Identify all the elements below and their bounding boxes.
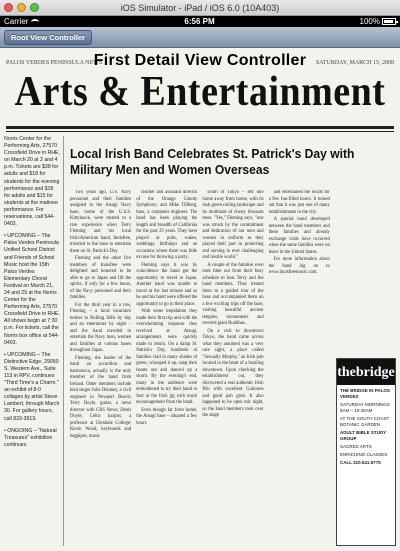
simulator-titlebar xyxy=(0,0,400,16)
battery-label: 100% xyxy=(359,17,380,26)
ad-line: THE BRIDGE IN PALOS VERDES xyxy=(340,388,390,399)
ad-line: AT THE SOUTH COAST BOTANIC GARDEN xyxy=(340,416,390,427)
window-controls xyxy=(4,3,39,12)
sidebar-item: • ONGOING – "Natural Treasures" exhibition continues. xyxy=(4,427,57,448)
article-paragraph: south of Tokyo – felt like home away from home, with its lush green rolling landscape and its multitude of cherry blossom trees. "Yes," Fleming says, "one was struck by the commitment and dedication of our men and women in uniform as they played their part in protecting and serving in ever challenging and hostile world." xyxy=(202,190,264,260)
article-paragraph: On a visit to downtown Tokyo, the band came across what they assumed was a very rare sight, a place called "Sexually Morphy," an Irish pub located in the heart of a bustling downtown. Upon checking the establishment out, they discovered a real authentic Irish Pub with excellent Guinness and good pub grub. It also happened to be open mic night, so the band members took over the stage xyxy=(202,328,264,418)
article-column xyxy=(202,190,263,470)
root-view-controller-button[interactable]: Root View Controller xyxy=(4,30,92,45)
article-paragraph: For more information about the band log on to www.innisfreemusic.com. xyxy=(268,257,330,275)
status-bar xyxy=(0,16,400,27)
article-paragraph: Even though far from home, the Atsugi base – situated a few hours xyxy=(136,407,198,426)
article-column xyxy=(136,190,197,470)
ad-text xyxy=(337,385,395,471)
events-sidebar xyxy=(4,136,64,546)
article-paragraph: A special bond developed between the band members and these families and already exchange visits have occurred when the same families were on leave in the United States. xyxy=(268,217,330,255)
sidebar-item: • UPCOMING – The Palos Verdes Peninsula Unified School District and Friends of School Music host the 15th Palos Verdes Elementary Choral Festival on March 21, 24 and 25 at the Norris Center for the Performing Arts, 27570 Crossfield Drive in RHE. All shows begin at 7:30 p.m. For tickets, call the Norris box office at 544-0403. xyxy=(4,233,60,346)
ad-line: SATURDAY MORNINGS 9AM – 10:30AM xyxy=(340,402,390,413)
detail-view-title: First Detail View Controller xyxy=(93,52,307,69)
article-paragraph: Fleming says it was by coincidence the band got the opportunity to travel to Japan. Another band was unable to travel at the last minute and so he and his band were offered the opportunity to go in their place. xyxy=(136,262,198,307)
battery-indicator xyxy=(360,17,396,26)
ad-logo: thebridge xyxy=(337,359,395,385)
article-paragraph: teacher and assistant director of the Orange County Symphony; and Mike Tillberg, bass, a computer engineer. The band has been playing the length and breadth of California for the past 25 years. They have played at pubs, wakes, weddings, birthdays and on occasions where there was little excuse for throwing a party. xyxy=(136,190,198,260)
sidebar-item: Norris Center for the Performing Arts, 27570 Crossfield Drive in RHE, on March 20 at 2 and 4 p.m. Tickets are $38 for adults and $18 for students for the evening performance and $18 for adults and $15 for students at the matinee performance. For reservations, call 544-0403. xyxy=(4,136,60,228)
article-column xyxy=(269,190,330,350)
detail-content xyxy=(0,48,400,551)
article-paragraph: With some trepidation they made their first trip and with the overwhelming response they received at Atsugi, arrangements were quickly made to return. On a damp St. Patrick's Day, hundreds of families clad in many shades of green, whooped it up, sang their hearts out and danced up a storm. By the evening's end, many in the audience were emboldened to try their hand or foot at the Irish jig with much encouragement from the band. xyxy=(136,309,198,405)
navigation-bar xyxy=(0,27,400,48)
carrier-indicator xyxy=(4,17,39,26)
masthead-rule xyxy=(6,126,394,129)
article-headline: Local Irish Band Celebrates St. Patrick's Day with Military Men and Women Overseas xyxy=(70,146,355,177)
zoom-window-button[interactable] xyxy=(30,3,39,12)
battery-icon xyxy=(382,18,396,25)
ad-line: SACRED ARTS xyxy=(340,444,372,449)
article-paragraph: Fleming and the other five members of Innisfree were delighted and honored to be able to go to Japan and lift the spirits, if only for a few hours, of the Navy personnel and their families. xyxy=(70,256,132,300)
advertisement xyxy=(336,358,396,546)
section-title: Arts & Entertainment xyxy=(14,68,386,116)
wifi-icon xyxy=(31,19,39,25)
masthead-rule-thin xyxy=(6,131,394,132)
article-paragraph: Two years ago, U.S. Navy personnel and their families assigned to the Atsugi Navy base, home of the U.S.S. Kittyhawk, were treated to a rare experience when Terry Fleming and his local Irish/American band, Innisfree, traveled to the base to entertain them on St. Patrick's Day. xyxy=(70,190,132,254)
article-paragraph: and entertained the locals for a few fun-filled hours. It turned out that it was just one of many establishments in the city. xyxy=(268,190,330,215)
masthead-date: SATURDAY, MARCH 15, 2008 xyxy=(315,60,394,66)
article-column xyxy=(70,190,131,470)
minimize-window-button[interactable] xyxy=(17,3,26,12)
ad-line: ENRICHING CLASSES xyxy=(340,452,388,457)
sidebar-item: • UPCOMING – The Distinctive Edge, 29050 S. Western Ave., Suite 113 in RPV, continues "Third Time's a Charm," an exhibit of 8-0 collages by artist Steve Lambert, through March 30. For gallery hours, call 833-3913. xyxy=(4,351,60,422)
window-title: iOS Simulator - iPad / iOS 6.0 (10A403) xyxy=(120,2,280,13)
status-time: 6:56 PM xyxy=(184,17,215,26)
article-paragraph: A couple of the families even took time out from their busy schedule to host Terry and the band members. They treated them to a guided tour of the base and accompanied them on a few exciting trips off the base, visiting beautiful ancient temples, monuments and revered giant Buddhas. xyxy=(202,262,264,326)
ad-line: ADULT BIBLE STUDY GROUP xyxy=(340,430,387,441)
carrier-label: Carrier xyxy=(4,17,29,26)
article-paragraph: For the third year in a row, Fleming – a local insurance broker in Rolling Hills by day and an entertainer by night – and the band traveled to entertain the Navy men, women and families at various bases throughout Japan. xyxy=(70,302,132,353)
close-window-button[interactable] xyxy=(4,3,13,12)
ad-line: CALL 310.541.9775 xyxy=(340,460,381,465)
article-paragraph: Fleming, the leader of the band on accordion and harmonica, actually is the only member of the band from Ireland. Other members include lead singer Julie Delaney, a civil engineer in Newport Beach; Terry Doyle, guitar, a news director with CBS News; Denis Doyle, Celtic harpist, a professor at Glendale College; Kevin Wood, keyboards and bagpipes, music xyxy=(70,355,132,439)
masthead-publication: PALOS VERDES PENINSULA NEWS xyxy=(6,60,103,66)
